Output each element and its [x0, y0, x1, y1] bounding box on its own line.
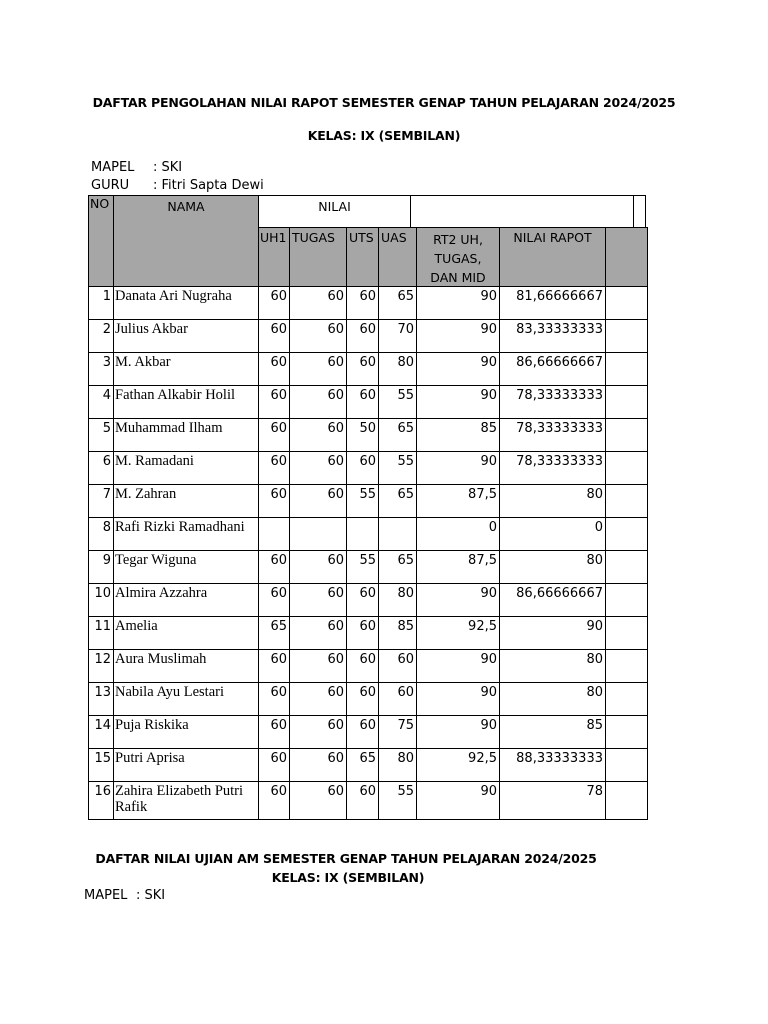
cell-uas: 55	[378, 451, 417, 485]
cell-rapot: 78,33333333	[499, 385, 606, 419]
page-title: DAFTAR PENGOLAHAN NILAI RAPOT SEMESTER GENAP TAHUN PELAJARAN 2024/2025	[92, 95, 676, 110]
header-blank-1	[410, 195, 634, 228]
cell-uh1: 60	[258, 319, 290, 353]
cell-nama: M. Akbar	[113, 352, 259, 386]
cell-tugas: 60	[289, 418, 347, 452]
cell-uh1: 60	[258, 352, 290, 386]
cell-blank	[605, 715, 648, 749]
cell-no: 5	[88, 418, 114, 452]
cell-uts: 65	[346, 748, 379, 782]
cell-tugas: 60	[289, 550, 347, 584]
cell-rt2: 90	[416, 451, 500, 485]
cell-nama: M. Ramadani	[113, 451, 259, 485]
cell-uas: 60	[378, 649, 417, 683]
cell-rapot: 80	[499, 550, 606, 584]
cell-blank	[605, 319, 648, 353]
cell-tugas	[289, 517, 347, 551]
cell-no: 9	[88, 550, 114, 584]
cell-nama: Puja Riskika	[113, 715, 259, 749]
cell-nama: Rafi Rizki Ramadhani	[113, 517, 259, 551]
mapel-value: : SKI	[153, 160, 183, 175]
cell-uas: 80	[378, 352, 417, 386]
cell-uas: 60	[378, 682, 417, 716]
cell-uts: 60	[346, 451, 379, 485]
cell-uh1: 60	[258, 550, 290, 584]
cell-uts	[346, 517, 379, 551]
cell-uts: 60	[346, 319, 379, 353]
cell-uh1: 60	[258, 286, 290, 320]
cell-blank	[605, 451, 648, 485]
cell-no: 1	[88, 286, 114, 320]
cell-uh1: 60	[258, 649, 290, 683]
cell-uh1: 60	[258, 418, 290, 452]
cell-tugas: 60	[289, 286, 347, 320]
header-uts: UTS	[346, 227, 379, 287]
cell-tugas: 60	[289, 682, 347, 716]
cell-uas	[378, 517, 417, 551]
cell-uts: 55	[346, 484, 379, 518]
cell-nama: Tegar Wiguna	[113, 550, 259, 584]
cell-blank	[605, 517, 648, 551]
cell-rapot: 80	[499, 649, 606, 683]
cell-rt2: 92,5	[416, 748, 500, 782]
cell-blank	[605, 583, 648, 617]
cell-no: 8	[88, 517, 114, 551]
mapel-label: MAPEL	[91, 160, 135, 175]
cell-no: 4	[88, 385, 114, 419]
cell-rt2: 90	[416, 715, 500, 749]
cell-uts: 60	[346, 616, 379, 650]
cell-blank	[605, 418, 648, 452]
footer-mapel-line	[84, 888, 165, 903]
cell-rapot: 86,66666667	[499, 352, 606, 386]
cell-rt2: 92,5	[416, 616, 500, 650]
cell-nama: Putri Aprisa	[113, 748, 259, 782]
cell-rt2: 90	[416, 319, 500, 353]
cell-rapot: 85	[499, 715, 606, 749]
cell-rt2: 90	[416, 286, 500, 320]
cell-uts: 50	[346, 418, 379, 452]
cell-uas: 80	[378, 583, 417, 617]
cell-rt2: 90	[416, 682, 500, 716]
cell-blank	[605, 550, 648, 584]
cell-rt2: 87,5	[416, 484, 500, 518]
cell-nama: Nabila Ayu Lestari	[113, 682, 259, 716]
cell-blank	[605, 352, 648, 386]
header-no: NO	[88, 195, 114, 287]
footer-class: KELAS: IX (SEMBILAN)	[271, 870, 425, 885]
cell-tugas: 60	[289, 781, 347, 820]
cell-no: 10	[88, 583, 114, 617]
cell-nama: Danata Ari Nugraha	[113, 286, 259, 320]
header-nama: NAMA	[113, 195, 259, 287]
cell-uts: 60	[346, 583, 379, 617]
guru-line	[91, 178, 264, 193]
cell-no: 15	[88, 748, 114, 782]
cell-uas: 65	[378, 418, 417, 452]
cell-uts: 60	[346, 352, 379, 386]
cell-no: 11	[88, 616, 114, 650]
cell-uas: 65	[378, 286, 417, 320]
cell-tugas: 60	[289, 385, 347, 419]
cell-uh1: 60	[258, 385, 290, 419]
cell-rapot: 88,33333333	[499, 748, 606, 782]
cell-blank	[605, 649, 648, 683]
cell-uh1: 65	[258, 616, 290, 650]
header-nilai-rapot: NILAI RAPOT	[499, 227, 606, 287]
header-uh1: UH1	[258, 227, 290, 287]
header-blank-3	[605, 227, 648, 287]
footer-title: DAFTAR NILAI UJIAN AM SEMESTER GENAP TAHUN PELAJARAN 2024/2025	[95, 851, 597, 866]
cell-no: 16	[88, 781, 114, 820]
cell-uts: 55	[346, 550, 379, 584]
cell-blank	[605, 385, 648, 419]
cell-uts: 60	[346, 682, 379, 716]
cell-tugas: 60	[289, 715, 347, 749]
cell-nama: Zahira Elizabeth Putri Rafik	[113, 781, 259, 820]
cell-rt2: 90	[416, 649, 500, 683]
cell-blank	[605, 682, 648, 716]
cell-tugas: 60	[289, 649, 347, 683]
cell-rapot: 78,33333333	[499, 418, 606, 452]
cell-blank	[605, 616, 648, 650]
cell-rapot: 80	[499, 682, 606, 716]
class-title: KELAS: IX (SEMBILAN)	[307, 128, 461, 143]
cell-no: 13	[88, 682, 114, 716]
header-uas: UAS	[378, 227, 417, 287]
cell-tugas: 60	[289, 748, 347, 782]
cell-nama: Aura Muslimah	[113, 649, 259, 683]
cell-uts: 60	[346, 781, 379, 820]
cell-tugas: 60	[289, 484, 347, 518]
cell-uas: 80	[378, 748, 417, 782]
cell-uas: 75	[378, 715, 417, 749]
cell-tugas: 60	[289, 616, 347, 650]
cell-blank	[605, 781, 648, 820]
cell-nama: M. Zahran	[113, 484, 259, 518]
cell-tugas: 60	[289, 583, 347, 617]
cell-rt2: 90	[416, 583, 500, 617]
cell-rapot: 83,33333333	[499, 319, 606, 353]
cell-no: 12	[88, 649, 114, 683]
cell-rt2: 0	[416, 517, 500, 551]
cell-rapot: 78,33333333	[499, 451, 606, 485]
header-rt2: RT2 UH, TUGAS, DAN MID	[416, 227, 500, 287]
cell-uas: 65	[378, 550, 417, 584]
guru-label: GURU	[91, 178, 130, 193]
cell-nama: Amelia	[113, 616, 259, 650]
cell-rt2: 90	[416, 352, 500, 386]
header-nilai: NILAI	[258, 195, 411, 228]
cell-no: 14	[88, 715, 114, 749]
cell-blank	[605, 748, 648, 782]
cell-uh1: 60	[258, 484, 290, 518]
footer-mapel-label: MAPEL	[84, 888, 128, 903]
cell-nama: Muhammad Ilham	[113, 418, 259, 452]
cell-uas: 55	[378, 781, 417, 820]
header-blank-2	[633, 195, 646, 228]
cell-rapot: 90	[499, 616, 606, 650]
cell-rt2: 90	[416, 781, 500, 820]
cell-no: 6	[88, 451, 114, 485]
cell-nama: Almira Azzahra	[113, 583, 259, 617]
cell-uas: 85	[378, 616, 417, 650]
cell-uas: 70	[378, 319, 417, 353]
cell-uas: 55	[378, 385, 417, 419]
cell-no: 3	[88, 352, 114, 386]
cell-rt2: 90	[416, 385, 500, 419]
cell-uh1: 60	[258, 451, 290, 485]
cell-rt2: 87,5	[416, 550, 500, 584]
cell-uh1: 60	[258, 583, 290, 617]
cell-tugas: 60	[289, 352, 347, 386]
cell-nama: Fathan Alkabir Holil	[113, 385, 259, 419]
cell-rt2: 85	[416, 418, 500, 452]
cell-uts: 60	[346, 286, 379, 320]
cell-uts: 60	[346, 715, 379, 749]
cell-no: 7	[88, 484, 114, 518]
cell-uh1: 60	[258, 781, 290, 820]
cell-uh1: 60	[258, 682, 290, 716]
cell-uh1: 60	[258, 715, 290, 749]
cell-blank	[605, 286, 648, 320]
cell-uts: 60	[346, 385, 379, 419]
cell-rapot: 80	[499, 484, 606, 518]
guru-value: : Fitri Sapta Dewi	[153, 178, 264, 193]
cell-uh1	[258, 517, 290, 551]
cell-rapot: 86,66666667	[499, 583, 606, 617]
cell-tugas: 60	[289, 451, 347, 485]
cell-rapot: 78	[499, 781, 606, 820]
footer-mapel-value: : SKI	[136, 888, 166, 903]
cell-rapot: 0	[499, 517, 606, 551]
cell-uts: 60	[346, 649, 379, 683]
header-tugas: TUGAS	[289, 227, 347, 287]
cell-blank	[605, 484, 648, 518]
cell-tugas: 60	[289, 319, 347, 353]
cell-uas: 65	[378, 484, 417, 518]
mapel-line	[91, 160, 182, 175]
cell-uh1: 60	[258, 748, 290, 782]
cell-nama: Julius Akbar	[113, 319, 259, 353]
cell-no: 2	[88, 319, 114, 353]
cell-rapot: 81,66666667	[499, 286, 606, 320]
